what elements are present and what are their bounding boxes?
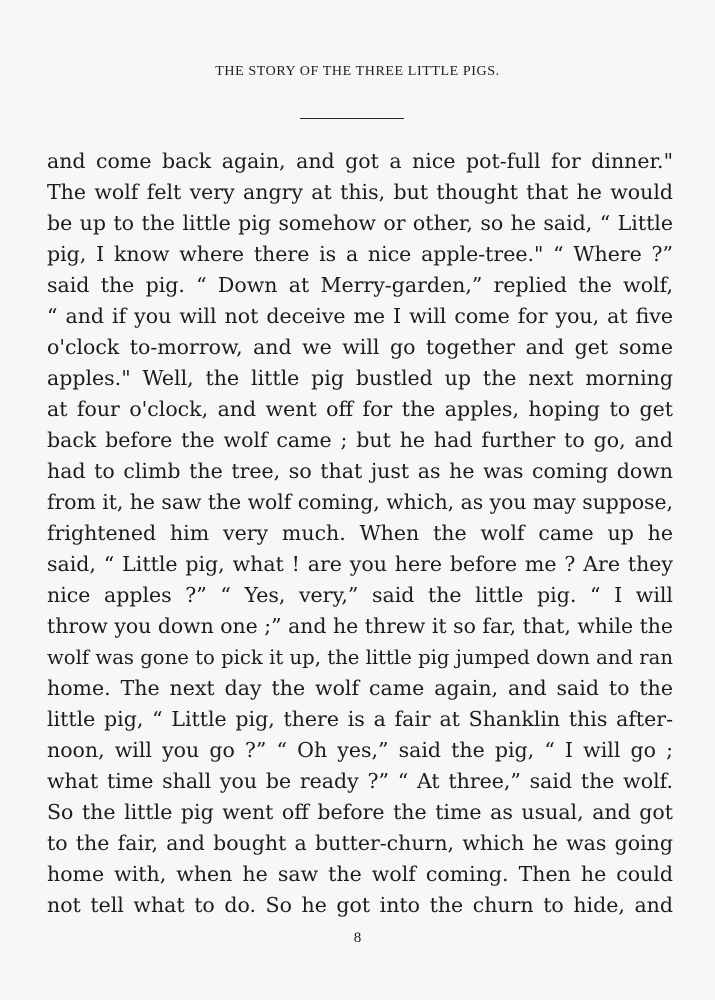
text-line: nice apples ?” “ Yes, very,” said the little pig. “ I will: [47, 583, 673, 607]
text-line: throw you down one ;” and he threw it so far, that, while the: [47, 614, 673, 638]
text-line: said, “ Little pig, what ! are you here before me ? Are they: [47, 552, 673, 576]
text-line: So the little pig went off before the time as usual, and got: [47, 800, 673, 824]
text-line: o'clock to-morrow, and we will go together and get some: [47, 335, 673, 359]
text-line: what time shall you be ready ?” “ At three,” said the wolf.: [47, 769, 673, 793]
text-line: “ and if you will not deceive me I will come for you, at five: [47, 304, 673, 328]
text-line: little pig, “ Little pig, there is a fair at Shanklin this after-: [47, 707, 673, 731]
text-line: from it, he saw the wolf coming, which, as you may suppose,: [47, 490, 673, 514]
text-line: and come back again, and got a nice pot-full for dinner.": [47, 149, 673, 173]
text-line: to the fair, and bought a butter-churn, which he was going: [47, 831, 673, 855]
text-line: not tell what to do. So he got into the churn to hide, and: [47, 893, 673, 917]
text-line: at four o'clock, and went off for the apples, hoping to get: [47, 397, 673, 421]
page-number: 8: [353, 930, 362, 946]
text-line: home with, when he saw the wolf coming. Then he could: [47, 862, 673, 886]
text-line: said the pig. “ Down at Merry-garden,” replied the wolf,: [47, 273, 673, 297]
text-line: The wolf felt very angry at this, but thought that he would: [47, 180, 673, 204]
text-line: home. The next day the wolf came again, and said to the: [47, 676, 673, 700]
text-line: back before the wolf came ; but he had further to go, and: [47, 428, 673, 452]
text-line: had to climb the tree, so that just as he was coming down: [47, 459, 673, 483]
text-line: pig, I know where there is a nice apple-tree." “ Where ?”: [47, 242, 673, 266]
text-line: frightened him very much. When the wolf came up he: [47, 521, 673, 545]
text-line: apples." Well, the little pig bustled up the next morning: [47, 366, 673, 390]
body-text: [47, 146, 673, 921]
running-head: THE STORY OF THE THREE LITTLE PIGS.: [215, 64, 500, 79]
text-line: wolf was gone to pick it up, the little pig jumped down and ran: [47, 646, 673, 669]
head-rule: [300, 118, 404, 119]
text-line: noon, will you go ?” “ Oh yes,” said the pig, “ I will go ;: [47, 738, 673, 762]
text-line: be up to the little pig somehow or other, so he said, “ Little: [47, 211, 673, 235]
